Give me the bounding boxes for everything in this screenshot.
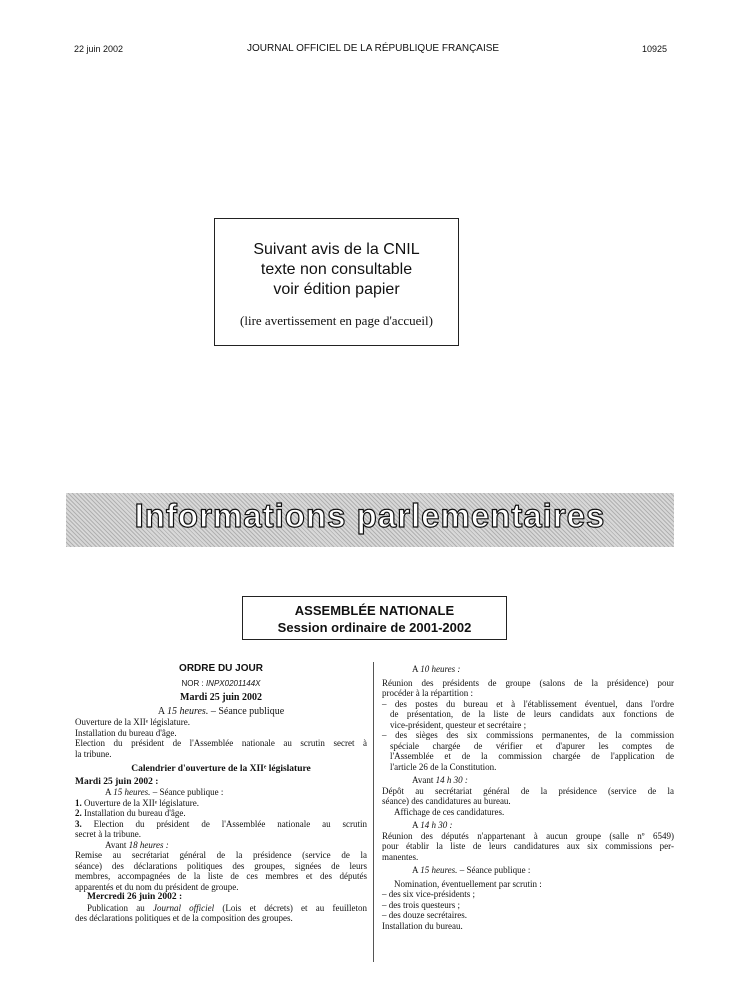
- agenda-heading: ORDRE DU JOUR: [179, 663, 263, 674]
- reunion-line: procéder à la répartition :: [382, 688, 473, 698]
- right-time-1: [382, 664, 674, 675]
- dash-item-line: l'article 26 de la Constitution.: [390, 761, 497, 772]
- item-text: Ouverture de la XIIᵉ législature.: [84, 797, 200, 808]
- cnil-line-3: voir édition papier: [273, 281, 400, 298]
- numbered-item: [75, 819, 367, 830]
- time-hour: 15 heures.: [113, 787, 151, 797]
- installation-line: Installation du bureau.: [382, 920, 463, 931]
- journal-title: JOURNAL OFFICIEL DE LA RÉPUBLIQUE FRANÇAISE: [247, 43, 500, 54]
- cnil-line-1: Suivant avis de la CNIL: [253, 241, 420, 258]
- calendar-date-2: Mercredi 26 juin 2002 :: [87, 892, 183, 902]
- calendar-time-2: [75, 840, 367, 851]
- nominee-item: – des trois questeurs ;: [382, 899, 460, 910]
- remise-line: membres, accompagnées de la liste de ces membres et des députés: [75, 871, 367, 881]
- page-number: 10925: [642, 44, 668, 54]
- time-rest: – Séance publique :: [459, 865, 531, 875]
- item-number: 2.: [75, 808, 82, 818]
- time-rest: – Séance publique :: [152, 787, 224, 797]
- assembly-box: [242, 596, 507, 640]
- header-date: 22 juin 2002: [74, 44, 124, 54]
- dash-item-line: vice-président, questeur et secrétaire ;: [390, 719, 527, 730]
- remise-line: Remise au secrétariat général de la présidence (service de la: [75, 850, 367, 860]
- right-time-2: [382, 775, 674, 786]
- dash-item-line: – des postes du bureau et à l'établissement éventuel, dans l'ordre: [382, 698, 674, 709]
- nor-label: NOR :: [181, 678, 204, 688]
- right-time-4: [382, 865, 674, 876]
- nomination-line: Nomination, éventuellement par scrutin :: [394, 878, 542, 889]
- agenda-time-1: [75, 707, 367, 718]
- nor-line: [75, 679, 367, 690]
- time-rest: – Séance publique: [210, 705, 285, 717]
- nor-code: INPX0201144X: [205, 678, 261, 688]
- publication-line: [75, 903, 367, 914]
- depot-line: séance) des candidatures au bureau.: [382, 796, 511, 806]
- dash-item-line: – des sièges des six commissions permanentes, de la commission: [382, 730, 674, 740]
- nominee-item: – des douze secrétaires.: [382, 910, 467, 920]
- time-prefix: A: [412, 820, 419, 830]
- nominee-item: – des six vice-présidents ;: [382, 889, 475, 899]
- item-number: 3.: [75, 818, 82, 829]
- time-prefix: A: [157, 705, 165, 717]
- cnil-line-2: texte non consultable: [260, 261, 413, 278]
- remise-line: apparentés et du nom du président de groupe.: [75, 881, 239, 892]
- remise-line: séance) des déclarations politiques des groupes, signées de leurs: [75, 860, 367, 871]
- dash-item-line: l'Assemblée et de la commission chargée de l'application de: [390, 751, 674, 761]
- left-column: [75, 664, 367, 924]
- time-hour: 18 heures :: [128, 839, 169, 850]
- agenda-item: la tribune.: [75, 748, 112, 759]
- depot-line: Dépôt au secrétariat général de la présidence (service de la: [382, 785, 674, 796]
- column-divider: [373, 662, 374, 962]
- right-column: [382, 664, 674, 931]
- right-time-3: [382, 820, 674, 831]
- agenda-date-1: Mardi 25 juin 2002: [180, 692, 262, 703]
- time-hour: 14 h 30 :: [435, 775, 468, 785]
- time-prefix: A: [412, 664, 419, 674]
- calendar-heading: Calendrier d'ouverture de la XIIᵉ législature: [131, 764, 311, 774]
- calendar-date-1: Mardi 25 juin 2002 :: [75, 776, 159, 787]
- item-number: 1.: [75, 797, 82, 808]
- time-hour: 15 heures.: [420, 865, 458, 875]
- pub-prefix: Publication au: [87, 902, 145, 913]
- numbered-item: [75, 798, 367, 809]
- time-hour: 15 heures.: [167, 705, 209, 717]
- publication-line-end: des déclarations politiques et de la composition des groupes.: [75, 913, 293, 923]
- numbered-item: [75, 808, 367, 819]
- agenda-item: Installation du bureau d'âge.: [75, 727, 177, 738]
- dash-item-line: de présentation, de la liste de leurs candidats aux fonctions de: [390, 709, 674, 719]
- cnil-note: (lire avertissement en page d'accueil): [240, 313, 433, 328]
- time-hour: 10 heures :: [420, 664, 461, 674]
- assembly-session: Session ordinaire de 2001-2002: [277, 620, 472, 635]
- item-text: Installation du bureau d'âge.: [84, 808, 186, 818]
- time-prefix: A: [412, 865, 419, 875]
- section-banner: [66, 493, 674, 547]
- pub-rest: (Lois et décrets) et au feuilleton: [222, 902, 367, 913]
- dash-item-line: spéciale chargée de vérifier et d'apurer les comptes de: [390, 740, 674, 751]
- agenda-item: Election du président de l'Assemblée nationale au scrutin secret à: [75, 738, 367, 748]
- reunion2-line: pour établir la liste de leurs candidatures aux six commissions per-: [382, 841, 674, 851]
- pub-journal: Journal officiel: [152, 902, 215, 913]
- item-text: Election du président de l'Assemblée nationale au scrutin: [93, 818, 368, 829]
- assembly-title: ASSEMBLÉE NATIONALE: [294, 603, 455, 618]
- time-prefix: Avant: [412, 775, 434, 785]
- cnil-notice-box: [214, 218, 459, 346]
- reunion-line: Réunion des présidents de groupe (salons de la présidence) pour: [382, 677, 674, 688]
- time-prefix: A: [105, 787, 112, 797]
- section-banner-title: Informations parlementaires: [134, 497, 606, 534]
- calendar-time-1: [75, 787, 367, 798]
- reunion2-line: manentes.: [382, 851, 419, 862]
- numbered-item-cont: secret à la tribune.: [75, 829, 141, 839]
- time-prefix: Avant: [105, 839, 127, 850]
- affichage-line: Affichage de ces candidatures.: [394, 806, 505, 817]
- reunion2-line: Réunion des députés n'appartenant à aucun groupe (salle nº 6549): [382, 830, 674, 841]
- time-hour: 14 h 30 :: [420, 820, 453, 830]
- agenda-item: Ouverture de la XIIᵉ législature.: [75, 717, 191, 727]
